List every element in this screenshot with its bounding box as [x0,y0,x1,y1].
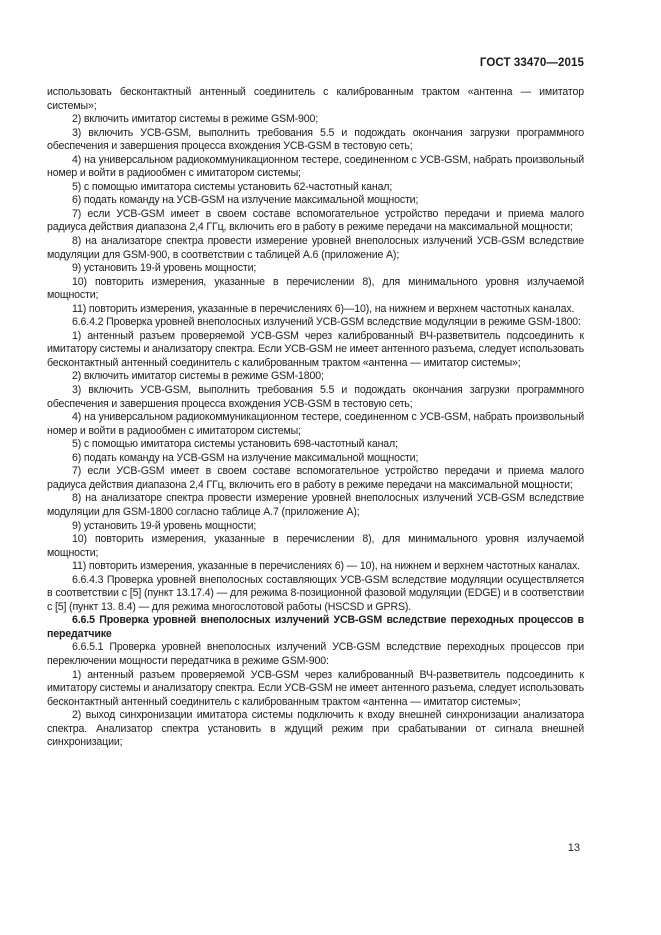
paragraph: 6) подать команду на УСВ-GSM на излучение максимальной мощности; [72,451,419,464]
paragraph: 3) включить УСВ-GSM, выполнить требования 5.5 и подождать окончания загрузки программного обеспечения и завершения процесса вхождения УСВ-GSM в тестовую сеть; [47,126,584,153]
paragraph: 5) с помощью имитатора системы установить 62-частотный канал; [72,180,393,193]
running-header: ГОСТ 33470—2015 [479,57,584,69]
page-number: 13 [567,842,580,854]
paragraph: 8) на анализаторе спектра провести измерение уровней внеполосных излучений УСВ-GSM вследствие модуляции для GSM-1800 согласно таблице А.7 (приложение А); [47,492,584,518]
paragraph: 9) установить 19-й уровень мощности; [72,519,257,532]
paragraph: 8) на анализаторе спектра провести измерение уровней внеполосных излучений УСВ-GSM вследствие модуляции для GSM-900, в соответствии с таблицей А.6 (приложение А); [47,235,584,261]
paragraph: 6.6.5.1 Проверка уровней внеполосных излучений УСВ-GSM вследствие переходных процессов при переключении мощности передатчика в режиме GSM-900: [47,641,584,667]
paragraph: 10) повторить измерения, указанные в перечислении 8), для минимального уровня излучаемой мощности; [47,275,584,302]
document-body [47,86,584,750]
paragraph: 11) повторить измерения, указанные в перечислениях 6) — 10), на нижнем и верхнем частотных каналах. [72,560,580,573]
paragraph: 5) с помощью имитатора системы установить 698-частотный канал; [72,438,398,451]
paragraph: 6) подать команду на УСВ-GSM на излучение максимальной мощности; [72,194,419,207]
paragraph: 10) повторить измерения, указанные в перечислении 8), для минимального уровня излучаемой мощности; [47,533,584,559]
paragraph: 6.6.5 Проверка уровней внеполосных излучений УСВ-GSM вследствие переходных процессов в передатчике [47,614,584,640]
paragraph: 6.6.4.2 Проверка уровней внеполосных излучений УСВ-GSM вследствие модуляции в режиме GSM-1800: [72,316,581,329]
paragraph: 6.6.4.3 Проверка уровней внеполосных составляющих УСВ-GSM вследствие модуляции осуществляется в соответствии с [5] (пункт 13.17.4) — для режима 8-позиционной фазовой модуляции (EDGE) и в соответствии с [5] (пункт 13. 8.4) — для режима многослотовой работы (HSCSD и GPRS). [47,573,584,613]
paragraph: 2) выход синхронизации имитатора системы подключить к входу внешней синхронизации анализатора спектра. Анализатор спектра установить в ждущий режим при срабатывании от сигнала внешней синхронизации; [47,709,584,749]
paragraph: использовать бесконтактный антенный соединитель с калиброванным трактом «антенна — имитатор системы»; [47,86,584,112]
paragraph: 1) антенный разъем проверяемой УСВ-GSM через калиброванный ВЧ-разветвитель подсоединить к имитатору системы и анализатору спектра. Если УСВ-GSM не имеет антенного разъема, следует использовать бесконтактный антенный соединитель с калиброванным трактом «антенна — имитатор системы»; [47,668,584,708]
paragraph: 11) повторить измерения, указанные в перечислениях 6)—10), на нижнем и верхнем частотных каналах. [72,302,575,315]
paragraph: 4) на универсальном радиокоммуникационном тестере, соединенном с УСВ-GSM, набрать произвольный номер и войти в радиообмен с имитатором системы; [47,153,584,180]
paragraph: 4) на универсальном радиокоммуникационном тестере, соединенном с УСВ-GSM, набрать произвольный номер и войти в радиообмен с имитатором системы; [47,411,584,437]
paragraph: 2) включить имитатор системы в режиме GSM-1800; [72,370,324,383]
paragraph: 3) включить УСВ-GSM, выполнить требования 5.5 и подождать окончания загрузки программного обеспечения и завершения процесса вхождения УСВ-GSM в тестовую сеть; [47,384,584,410]
paragraph: 7) если УСВ-GSM имеет в своем составе вспомогательное устройство передачи и приема малого радиуса действия диапазона 2,4 ГГц, включить его в работу в режиме передачи на максимальной мощности; [47,465,584,491]
paragraph: 1) антенный разъем проверяемой УСВ-GSM через калиброванный ВЧ-разветвитель подсоединить к имитатору системы и анализатору спектра. Если УСВ-GSM не имеет антенного разъема, следует использовать бесконтактный антенный соединитель с калиброванным трактом «антенна — имитатор системы»; [47,329,584,369]
paragraph: 2) включить имитатор системы в режиме GSM-900; [72,113,319,126]
paragraph: 9) установить 19-й уровень мощности; [72,262,257,275]
paragraph: 7) если УСВ-GSM имеет в своем составе вспомогательное устройство передачи и приема малого радиуса действия диапазона 2,4 ГГц, включить его в работу в режиме передачи на максимальной мощности; [47,207,584,234]
